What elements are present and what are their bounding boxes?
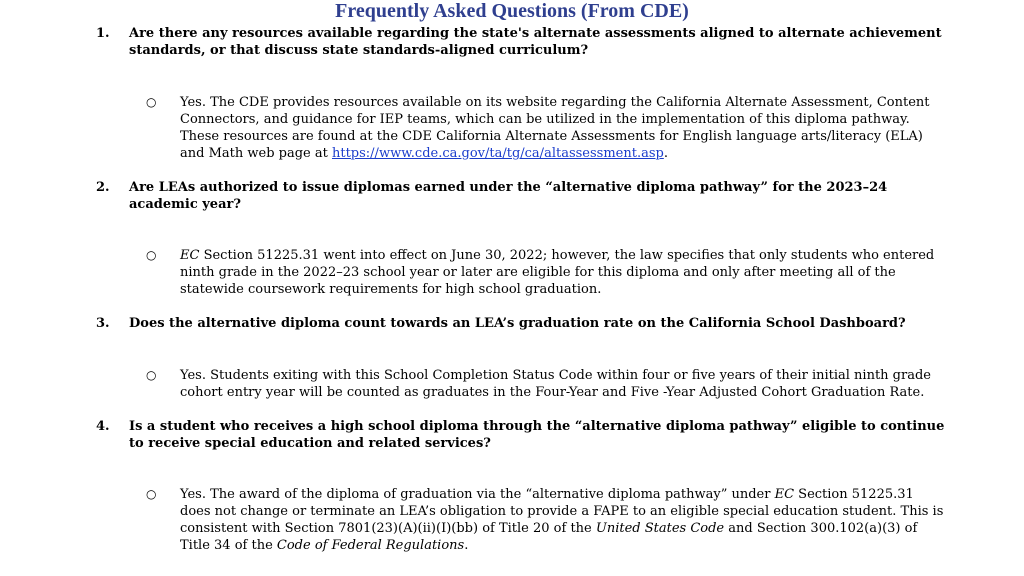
hollow-circle-bullet-icon: ○ <box>146 487 157 501</box>
answer-text: Yes. Students exiting with this School Completion Status Code within four or five years of their initial ninth grade cohort entry year will be counted as graduates in the Four-Year and Five -Year Adjusted Cohort Graduation Rate. <box>180 368 931 400</box>
question-text: Are there any resources available regarding the state's alternate assessments aligned to alternate achievement standards, or that discuss state standards-aligned curriculum? <box>129 26 942 58</box>
question-number: 2. <box>96 180 110 195</box>
faq-answer-4 <box>146 486 946 554</box>
faq-question-4 <box>96 418 946 452</box>
faq-answer-3 <box>146 367 946 401</box>
question-text: Is a student who receives a high school diploma through the “alternative diploma pathway” eligible to continue to receive special education and related services? <box>129 419 945 451</box>
faq-question-3 <box>96 315 946 332</box>
answer-text: EC Section 51225.31 went into effect on June 30, 2022; however, the law specifies that only students who entered ninth grade in the 2022–23 school year or later are eligible for this diploma and only after meeting all of the statewide coursework requirements for high school graduation. <box>180 248 935 297</box>
question-number: 3. <box>96 316 110 331</box>
hollow-circle-bullet-icon: ○ <box>146 368 157 382</box>
question-number: 1. <box>96 26 110 41</box>
answer-text: Yes. The CDE provides resources available on its website regarding the California Alternate Assessment, Content Connectors, and guidance for IEP teams, which can be utilized in the implementation of this diploma pathway. These resources are found at the CDE California Alternate Assessments for English language arts/literacy (ELA) and Math web page at https://www.cde.ca.gov/ta/tg/ca/altassessment.asp. <box>180 95 930 161</box>
question-text: Does the alternative diploma count towards an LEA’s graduation rate on the California School Dashboard? <box>129 316 906 331</box>
page-title: Frequently Asked Questions (From CDE) <box>335 0 689 22</box>
faq-answer-1 <box>146 94 946 162</box>
faq-question-1 <box>96 25 946 59</box>
hollow-circle-bullet-icon: ○ <box>146 248 157 262</box>
hollow-circle-bullet-icon: ○ <box>146 95 157 109</box>
faq-question-2 <box>96 179 946 213</box>
faq-answer-2 <box>146 247 946 298</box>
question-text: Are LEAs authorized to issue diplomas earned under the “alternative diploma pathway” for the 2023–24 academic year? <box>129 180 888 212</box>
altassessment-link[interactable]: https://www.cde.ca.gov/ta/tg/ca/altassessment.asp <box>331 146 664 161</box>
question-number: 4. <box>96 419 110 434</box>
answer-text: Yes. The award of the diploma of graduation via the “alternative diploma pathway” under EC Section 51225.31 does not change or terminate an LEA’s obligation to provide a FAPE to an eligible special education student. This is consistent with Section 7801(23)(A)(ii)(I)(bb) of Title 20 of the United States Code and Section 300.102(a)(3) of Title 34 of the Code of Federal Regulations. <box>180 487 944 553</box>
